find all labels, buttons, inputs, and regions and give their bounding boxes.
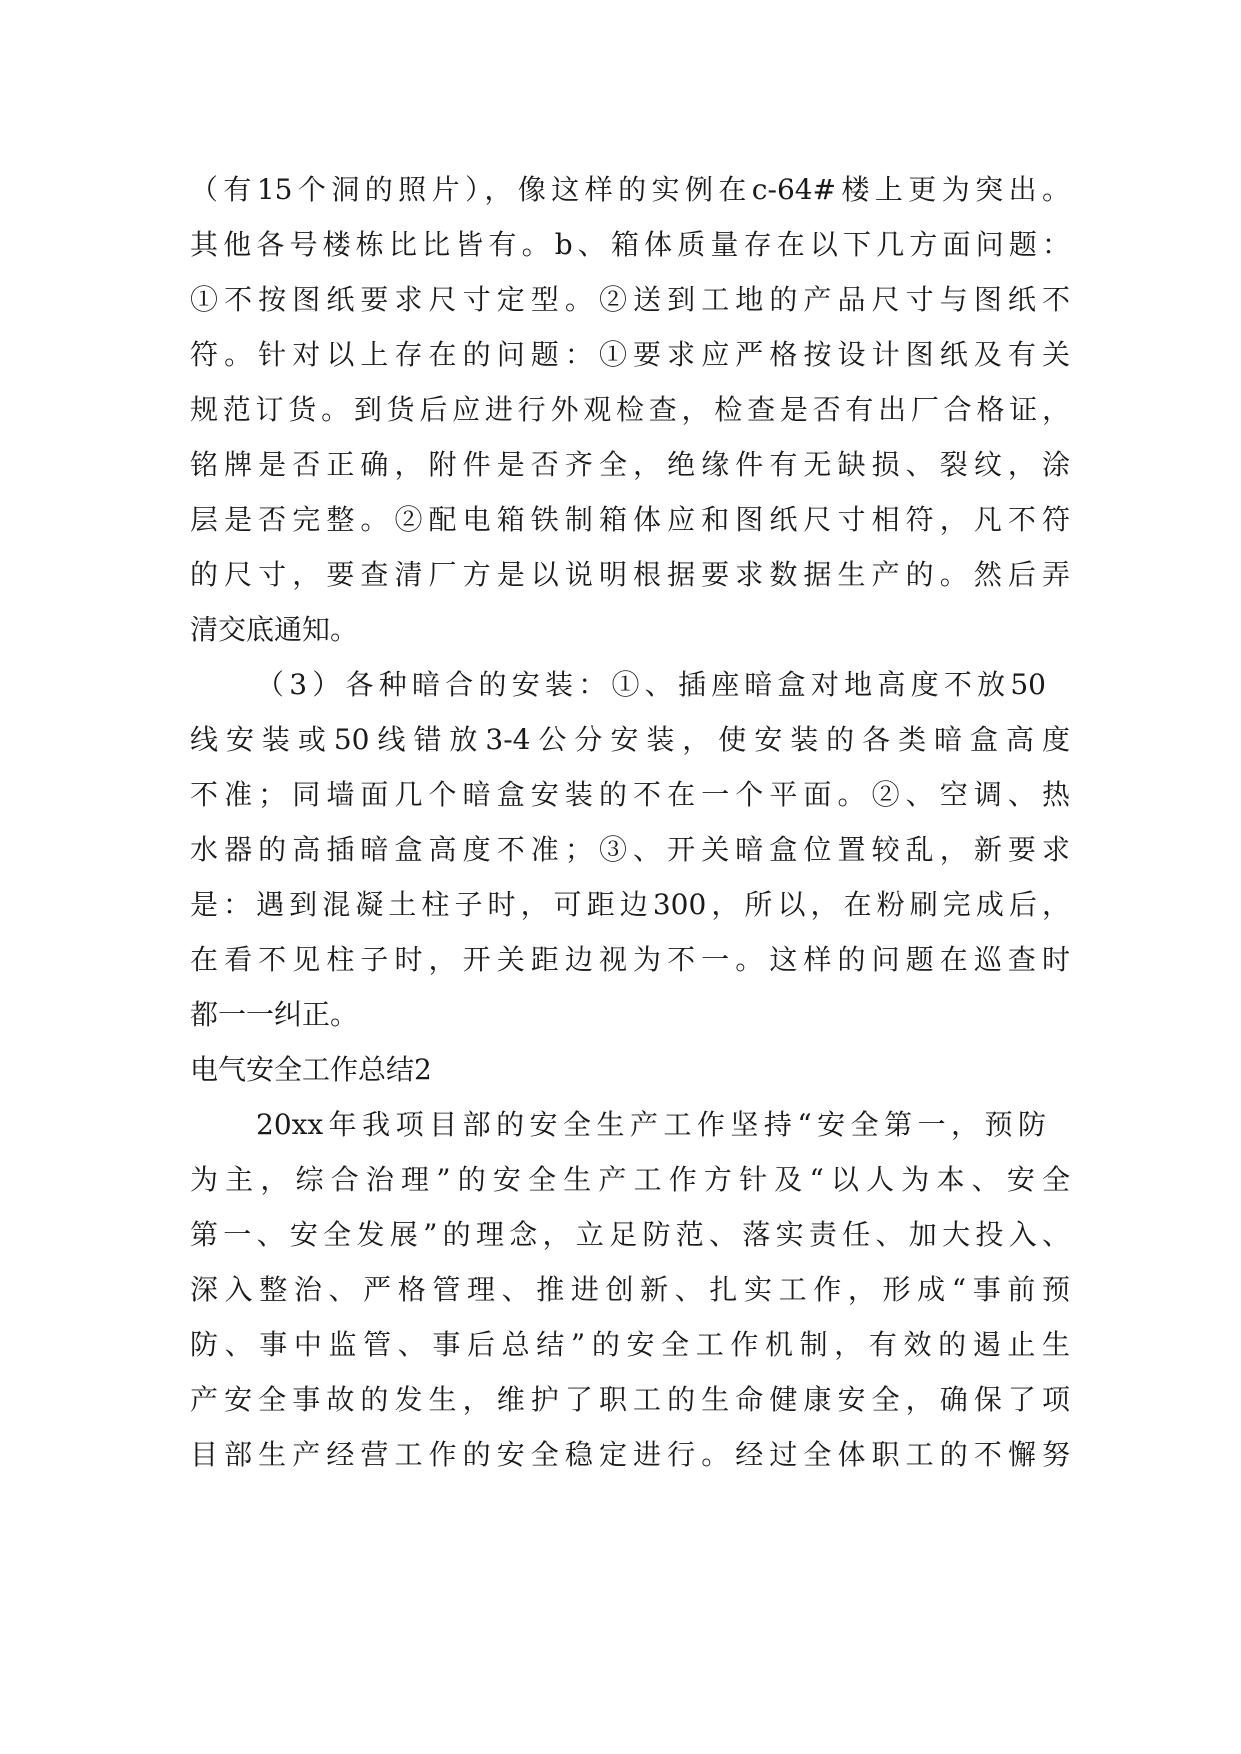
body-text-line: 为主，综合治理”的安全生产工作方针及“以人为本、安全 (190, 1163, 1070, 1196)
body-text-line: 目部生产经营工作的安全稳定进行。经过全体职工的不懈努 (190, 1438, 1070, 1471)
body-text-line: 都一一纠正。 (190, 998, 359, 1031)
body-text-line: 清交底通知。 (190, 613, 359, 646)
body-text-line: 铭牌是否正确，附件是否齐全，绝缘件有无缺损、裂纹，涂 (190, 448, 1070, 481)
body-text-line: 防、事中监管、事后总结”的安全工作机制，有效的遏止生 (190, 1328, 1070, 1361)
body-text-line: 符。针对以上存在的问题：①要求应严格按设计图纸及有关 (190, 338, 1070, 371)
paragraph-first-line: （3）各种暗合的安装：①、插座暗盒对地高度不放50 (256, 668, 1046, 701)
section-heading: 电气安全工作总结2 (190, 1053, 432, 1086)
body-text-line: 线安装或50线错放3-4公分安装，使安装的各类暗盒高度 (190, 723, 1070, 756)
body-text-line: 其他各号楼栋比比皆有。b、箱体质量存在以下几方面问题： (190, 228, 1070, 261)
body-text-line: ①不按图纸要求尺寸定型。②送到工地的产品尺寸与图纸不 (190, 283, 1070, 316)
body-text-line: （有15个洞的照片），像这样的实例在c-64#楼上更为突出。 (190, 173, 1070, 206)
body-text-line: 第一、安全发展”的理念，立足防范、落实责任、加大投入、 (190, 1218, 1070, 1251)
body-text-line: 产安全事故的发生，维护了职工的生命健康安全，确保了项 (190, 1383, 1070, 1416)
body-text-line: 规范订货。到货后应进行外观检查，检查是否有出厂合格证， (190, 393, 1070, 426)
body-text-line: 深入整治、严格管理、推进创新、扎实工作，形成“事前预 (190, 1273, 1070, 1306)
body-text-line: 水器的高插暗盒高度不准；③、开关暗盒位置较乱，新要求 (190, 833, 1070, 866)
paragraph-first-line: 20xx年我项目部的安全生产工作坚持“安全第一，预防 (256, 1108, 1046, 1141)
body-text-line: 层是否完整。②配电箱铁制箱体应和图纸尺寸相符，凡不符 (190, 503, 1070, 536)
body-text-line: 在看不见柱子时，开关距边视为不一。这样的问题在巡查时 (190, 943, 1070, 976)
body-text-line: 的尺寸，要查清厂方是以说明根据要求数据生产的。然后弄 (190, 558, 1070, 591)
body-text-line: 不准；同墙面几个暗盒安装的不在一个平面。②、空调、热 (190, 778, 1070, 811)
body-text-line: 是：遇到混凝土柱子时，可距边300，所以，在粉刷完成后， (190, 888, 1070, 921)
